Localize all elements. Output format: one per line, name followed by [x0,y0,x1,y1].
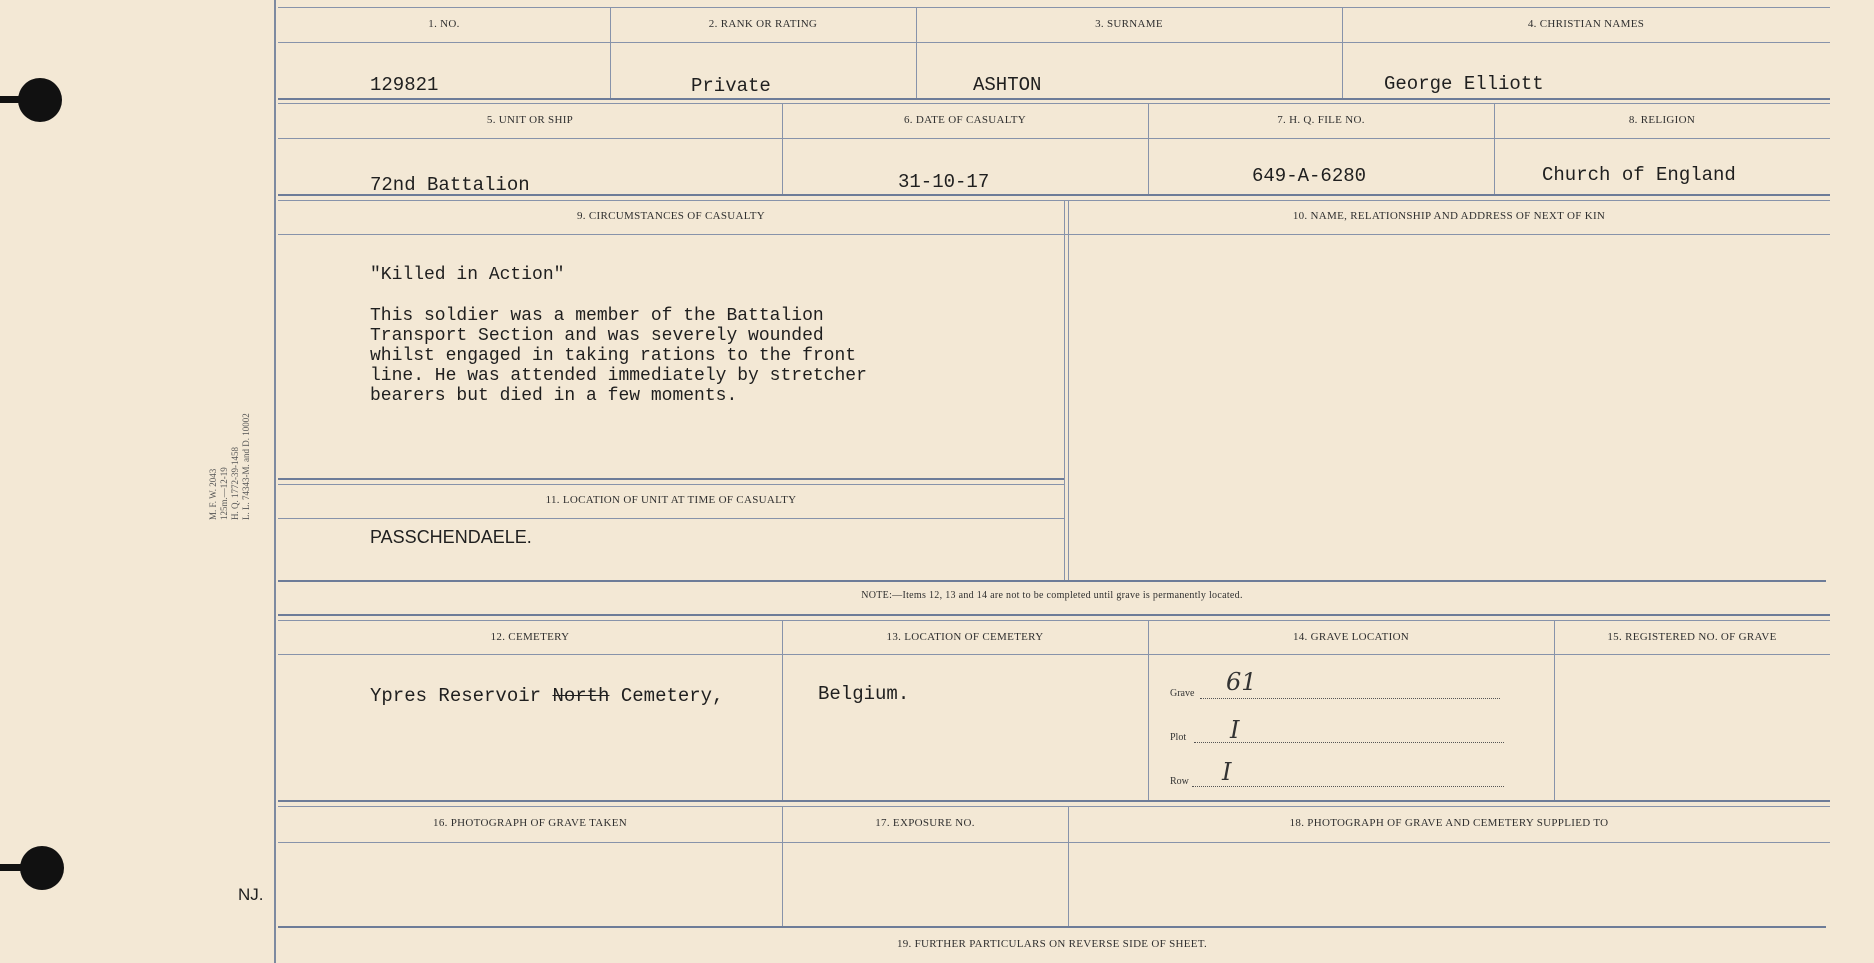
rule [278,842,1830,843]
header-exposure-no: 17. EXPOSURE NO. [875,817,975,829]
header-location-of-unit: 11. LOCATION OF UNIT AT TIME OF CASUALTY [545,494,797,506]
row-number: I [1222,758,1232,786]
header-hq-file: 7. H. Q. FILE NO. [1277,114,1365,126]
side-print-line: 125m.—12-19 [219,467,229,520]
circumstances-line: This soldier was a member of the Battalion [370,306,824,326]
cemetery-name-part: Cemetery, [620,685,724,707]
rule [278,806,1830,807]
date-of-casualty-value: 31-10-17 [898,171,990,193]
circumstances-line: line. He was attended immediately by stretcher [370,366,867,386]
row-dotline [1192,786,1504,787]
rule [1554,620,1555,800]
header-cemetery: 12. CEMETERY [490,631,570,643]
header-christian-names: 4. CHRISTIAN NAMES [1527,18,1645,30]
cemetery-struck-word: North [552,685,610,707]
punch-hole-top-tab [0,96,30,103]
circumstances-title: "Killed in Action" [370,265,565,285]
rule [278,138,1830,139]
row-label: Row [1170,776,1189,787]
location-of-unit-value: PASSCHENDAELE. [370,527,532,547]
grave-label: Grave [1170,688,1195,699]
rule [1148,620,1149,800]
header-date-of-casualty: 6. DATE OF CASUALTY [903,114,1027,126]
cemetery-name-part: Ypres Reservoir [370,685,542,707]
header-rank: 2. RANK OR RATING [708,18,818,30]
rule [278,614,1830,616]
cemetery-value [370,685,723,707]
plot-number: I [1230,716,1240,744]
rank-value: Private [691,75,771,97]
grave-number: 61 [1226,668,1257,696]
location-of-cemetery-value: Belgium. [818,683,910,705]
rule [278,98,1830,100]
header-religion: 8. RELIGION [1628,114,1696,126]
rule [782,620,783,800]
plot-dotline [1194,742,1504,743]
footer-further-particulars: 19. FURTHER PARTICULARS ON REVERSE SIDE OF SHEET. [896,938,1208,950]
christian-names-value: George Elliott [1384,73,1544,95]
religion-value: Church of England [1542,164,1736,186]
side-print-block [208,413,252,520]
rule [278,478,1064,480]
rule [278,7,1830,8]
surname-value: ASHTON [973,74,1042,96]
header-unit: 5. UNIT OR SHIP [486,114,574,126]
rule [1068,200,1069,580]
plot-label: Plot [1170,732,1187,743]
service-number: 129821 [370,74,439,96]
header-registered-no: 15. REGISTERED NO. OF GRAVE [1607,631,1777,643]
header-photo-taken: 16. PHOTOGRAPH OF GRAVE TAKEN [433,817,627,829]
circumstances-line: Transport Section and was severely wounded [370,326,824,346]
rule [278,42,1830,43]
header-no: 1. NO. [428,18,460,30]
initials: NJ. [238,885,264,904]
header-circumstances: 9. CIRCUMSTANCES OF CASUALTY [576,210,766,222]
rule [278,926,1826,928]
circumstances-line: bearers but died in a few moments. [370,386,738,406]
header-grave-location: 14. GRAVE LOCATION [1292,631,1410,643]
hq-file-value: 649-A-6280 [1252,165,1367,187]
grave-dotline [1200,698,1500,699]
circumstances-text [370,306,867,406]
rule [278,654,1830,655]
header-next-of-kin: 10. NAME, RELATIONSHIP AND ADDRESS OF NEXT OF KIN [1292,210,1606,222]
rule [278,234,1830,235]
side-print-line: M. F. W. 2043 [208,468,218,520]
rule [1064,200,1065,580]
side-print-line: H. Q. 1772-39-1458 [230,447,240,520]
rule [278,484,1064,485]
side-print-line: L. L. 74343-M. and D. 10002 [241,413,251,520]
unit-value: 72nd Battalion [370,174,530,196]
circumstances-line: whilst engaged in taking rations to the front [370,346,857,366]
rule [278,580,1826,582]
rule [278,200,1830,201]
margin-line [274,0,276,963]
note-text: NOTE:—Items 12, 13 and 14 are not to be completed until grave is permanently located. [861,590,1243,601]
rule [278,620,1830,621]
header-photo-supplied: 18. PHOTOGRAPH OF GRAVE AND CEMETERY SUPPLIED TO [1289,817,1609,829]
header-location-of-cemetery: 13. LOCATION OF CEMETERY [886,631,1044,643]
punch-hole-bottom-tab [0,864,30,871]
form-grid [278,0,1836,963]
rule [278,103,1830,104]
header-surname: 3. SURNAME [1095,18,1163,30]
rule [278,800,1830,802]
rule [278,518,1064,519]
